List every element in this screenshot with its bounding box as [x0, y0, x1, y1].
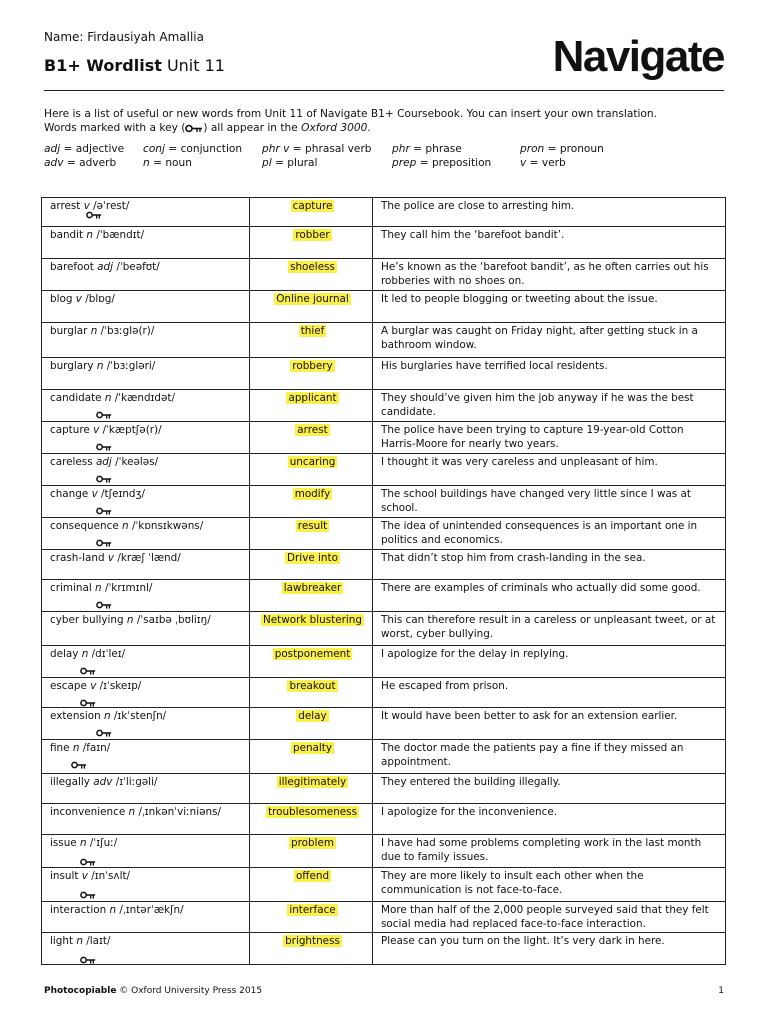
headword: light — [50, 935, 74, 947]
translation: shoeless — [290, 261, 335, 273]
wordlist-row — [42, 868, 726, 902]
page-number: 1 — [718, 986, 724, 996]
term-cell — [42, 486, 250, 518]
translation-cell[interactable] — [250, 708, 373, 740]
term-cell — [42, 198, 250, 227]
wordlist-row — [42, 227, 726, 259]
example-sentence: They should’ve given him the job anyway if he was the best candidate. — [381, 392, 694, 418]
part-of-speech: n — [80, 837, 87, 849]
example-sentence: I have had some problems completing work in the last month due to family issues. — [381, 837, 702, 863]
legend-item: pron = pronoun — [520, 143, 604, 155]
translation: thief — [300, 325, 325, 337]
headword: issue — [50, 837, 77, 849]
term-cell — [42, 933, 250, 965]
term-cell — [42, 358, 250, 390]
translation: illegitimately — [278, 776, 347, 788]
wordlist-row — [42, 422, 726, 454]
wordlist-row — [42, 390, 726, 422]
part-of-speech: v — [81, 870, 88, 882]
translation-cell[interactable] — [250, 323, 373, 358]
pronunciation: /ˌɪntərˈækʃn/ — [119, 904, 184, 916]
headword: interaction — [50, 904, 107, 916]
translation-cell[interactable] — [250, 486, 373, 518]
translation: Drive into — [287, 552, 338, 564]
page-title — [44, 56, 225, 75]
translation: Online journal — [276, 293, 349, 305]
example-sentence: The school buildings have changed very little since I was at school. — [381, 488, 691, 514]
term-cell — [42, 678, 250, 708]
translation-cell[interactable] — [250, 804, 373, 835]
example-cell — [373, 835, 726, 868]
wordlist-row — [42, 708, 726, 740]
part-of-speech: v — [90, 680, 97, 692]
example-sentence: The idea of unintended consequences is an important one in politics and economics. — [381, 520, 698, 546]
pronunciation: /ˈkeələs/ — [115, 456, 159, 468]
key-icon — [96, 727, 112, 735]
example-sentence: Please can you turn on the light. It’s very dark in here. — [381, 935, 665, 947]
example-cell — [373, 868, 726, 902]
wordlist-row — [42, 835, 726, 868]
example-cell — [373, 358, 726, 390]
part-of-speech: n — [122, 520, 129, 532]
wordlist-row — [42, 774, 726, 804]
example-sentence: He escaped from prison. — [381, 680, 509, 692]
example-cell — [373, 646, 726, 678]
wordlist-table — [41, 197, 726, 965]
part-of-speech: v — [83, 200, 90, 212]
example-sentence: His burglaries have terrified local residents. — [381, 360, 608, 372]
part-of-speech: n — [109, 904, 117, 916]
headword: extension — [50, 710, 101, 722]
term-cell — [42, 390, 250, 422]
key-icon — [71, 759, 87, 767]
translation: Network blustering — [263, 614, 362, 626]
pronunciation: /blɒg/ — [85, 293, 115, 305]
translation-cell[interactable] — [250, 454, 373, 486]
pronunciation: /ˈbɜːglə(r)/ — [100, 325, 155, 337]
pronunciation: /ˈkændɪdət/ — [114, 392, 175, 404]
wordlist-row — [42, 580, 726, 612]
translation: delay — [298, 710, 327, 722]
pronunciation: /kræʃ ˈlænd/ — [117, 552, 181, 564]
example-cell — [373, 323, 726, 358]
example-cell — [373, 518, 726, 550]
example-cell — [373, 740, 726, 774]
example-sentence: The doctor made the patients pay a fine if they missed an appointment. — [381, 742, 684, 768]
header-divider — [44, 90, 724, 91]
translation: uncaring — [289, 456, 336, 468]
wordlist-row — [42, 646, 726, 678]
wordlist-row — [42, 550, 726, 580]
translation: offend — [295, 870, 330, 882]
translation-cell[interactable] — [250, 259, 373, 291]
term-cell — [42, 550, 250, 580]
example-sentence: The police have been trying to capture 19-year-old Cotton Harris-Moore for nearly two years. — [381, 424, 684, 450]
wordlist-row — [42, 518, 726, 550]
pronunciation: /tʃeɪndʒ/ — [101, 488, 146, 500]
footer-copyright: Photocopiable © Oxford University Press 2015 — [44, 986, 263, 996]
translation: troublesomeness — [267, 806, 358, 818]
translation-cell[interactable] — [250, 678, 373, 708]
example-sentence: I apologize for the inconvenience. — [381, 806, 558, 818]
translation-cell[interactable] — [250, 902, 373, 933]
wordlist-row — [42, 358, 726, 390]
headword: arrest — [50, 200, 81, 212]
title-unit: Unit 11 — [161, 56, 225, 75]
pronunciation: /ˈkɒnsɪkwəns/ — [131, 520, 204, 532]
key-icon — [80, 889, 96, 897]
example-cell — [373, 259, 726, 291]
wordlist-row — [42, 291, 726, 323]
pronunciation: /əˈrest/ — [93, 200, 130, 212]
example-sentence: That didn’t stop him from crash-landing in the sea. — [381, 552, 646, 564]
term-cell — [42, 708, 250, 740]
legend-item: adj = adjective — [44, 143, 125, 155]
translation: capture — [292, 200, 333, 212]
example-cell — [373, 198, 726, 227]
example-sentence: They entered the building illegally. — [381, 776, 561, 788]
pronunciation: /ɪˈskeɪp/ — [99, 680, 142, 692]
translation: robber — [295, 229, 330, 241]
part-of-speech: n — [126, 614, 134, 626]
example-sentence: There are examples of criminals who actually did some good. — [381, 582, 701, 594]
translation: interface — [289, 904, 336, 916]
pronunciation: /faɪn/ — [82, 742, 111, 754]
part-of-speech: v — [75, 293, 82, 305]
pronunciation: /ˈbeəfʊt/ — [116, 261, 160, 273]
legend-item: adv = adverb — [44, 157, 117, 169]
key-icon — [86, 209, 102, 217]
pronunciation: /dɪˈleɪ/ — [91, 648, 126, 660]
wordlist-row — [42, 902, 726, 933]
pronunciation: /ˈɪʃuː/ — [89, 837, 118, 849]
intro-text — [44, 107, 734, 135]
example-sentence: I apologize for the delay in replying. — [381, 648, 569, 660]
wordlist-row — [42, 678, 726, 708]
key-icon — [80, 856, 96, 864]
headword: inconvenience — [50, 806, 126, 818]
translation-cell[interactable] — [250, 835, 373, 868]
brand-logo: Navigate — [552, 32, 724, 81]
term-cell — [42, 612, 250, 646]
example-sentence: This can therefore result in a careless or unpleasant tweet, or at worst, cyber bullying. — [381, 614, 716, 640]
headword: fine — [50, 742, 70, 754]
translation-cell[interactable] — [250, 550, 373, 580]
headword: change — [50, 488, 89, 500]
key-icon — [96, 599, 112, 607]
term-cell — [42, 518, 250, 550]
example-cell — [373, 678, 726, 708]
headword: insult — [50, 870, 79, 882]
key-icon — [96, 537, 112, 545]
pronunciation: /ˈsaɪbə ˌbʊliɪŋ/ — [136, 614, 211, 626]
wordlist-row — [42, 454, 726, 486]
translation-cell[interactable] — [250, 198, 373, 227]
headword: bandit — [50, 229, 84, 241]
translation: problem — [291, 837, 334, 849]
pronunciation: /ˈbændɪt/ — [96, 229, 145, 241]
translation-cell[interactable] — [250, 227, 373, 259]
headword: escape — [50, 680, 87, 692]
term-cell — [42, 580, 250, 612]
part-of-speech: n — [96, 360, 104, 372]
term-cell — [42, 774, 250, 804]
example-sentence: More than half of the 2,000 people surveyed said that they felt social media had replaced face-to-face interaction. — [381, 904, 709, 930]
headword: crash-land — [50, 552, 105, 564]
translation-cell[interactable] — [250, 933, 373, 965]
headword: candidate — [50, 392, 102, 404]
key-icon — [80, 954, 96, 962]
example-sentence: They call him the ‘barefoot bandit’. — [381, 229, 565, 241]
headword: cyber bullying — [50, 614, 124, 626]
example-cell — [373, 550, 726, 580]
intro-line-1: Here is a list of useful or new words from Unit 11 of Navigate B1+ Coursebook. You can insert your own translation. — [44, 108, 657, 120]
part-of-speech: adj — [95, 456, 112, 468]
example-cell — [373, 580, 726, 612]
example-cell — [373, 454, 726, 486]
term-cell — [42, 868, 250, 902]
headword: burglar — [50, 325, 88, 337]
headword: careless — [50, 456, 93, 468]
headword: criminal — [50, 582, 92, 594]
key-icon — [185, 124, 203, 133]
headword: barefoot — [50, 261, 94, 273]
example-cell — [373, 227, 726, 259]
example-sentence: He’s known as the ‘barefoot bandit’, as he often carries out his robberies with no shoes on. — [381, 261, 709, 287]
part-of-speech: n — [81, 648, 89, 660]
wordlist-row — [42, 740, 726, 774]
example-sentence: It would have been better to ask for an extension earlier. — [381, 710, 678, 722]
headword: burglary — [50, 360, 94, 372]
part-of-speech: n — [104, 392, 112, 404]
wordlist-row — [42, 933, 726, 965]
example-cell — [373, 774, 726, 804]
headword: blog — [50, 293, 73, 305]
translation: robbery — [292, 360, 333, 372]
example-cell — [373, 612, 726, 646]
example-cell — [373, 933, 726, 965]
example-cell — [373, 708, 726, 740]
term-cell — [42, 291, 250, 323]
translation: result — [297, 520, 328, 532]
pronunciation: /ˈbɜːgləri/ — [106, 360, 156, 372]
wordlist-row — [42, 486, 726, 518]
footer — [44, 986, 724, 996]
part-of-speech: n — [128, 806, 136, 818]
term-cell — [42, 422, 250, 454]
term-cell — [42, 804, 250, 835]
key-icon — [96, 409, 112, 417]
wordlist-row — [42, 323, 726, 358]
pronunciation: /ɪkˈstenʃn/ — [113, 710, 167, 722]
key-icon — [80, 665, 96, 673]
translation-cell[interactable] — [250, 291, 373, 323]
wordlist-row — [42, 198, 726, 227]
term-cell — [42, 323, 250, 358]
translation-cell[interactable] — [250, 358, 373, 390]
term-cell — [42, 835, 250, 868]
translation-cell[interactable] — [250, 580, 373, 612]
example-cell — [373, 804, 726, 835]
part-of-speech: n — [76, 935, 83, 947]
key-icon — [80, 697, 96, 705]
example-cell — [373, 486, 726, 518]
translation: penalty — [292, 742, 333, 754]
part-of-speech: adv — [93, 776, 113, 788]
translation: breakout — [289, 680, 336, 692]
translation-cell[interactable] — [250, 612, 373, 646]
translation-cell[interactable] — [250, 740, 373, 774]
term-cell — [42, 740, 250, 774]
part-of-speech: adj — [97, 261, 114, 273]
example-sentence: A burglar was caught on Friday night, after getting stuck in a bathroom window. — [381, 325, 698, 351]
wordlist-row — [42, 259, 726, 291]
student-name: Name: Firdausiyah Amallia — [44, 30, 204, 44]
part-of-speech: v — [91, 488, 98, 500]
example-cell — [373, 291, 726, 323]
key-icon — [96, 505, 112, 513]
term-cell — [42, 902, 250, 933]
part-of-speech: n — [90, 325, 98, 337]
legend-item: prep = preposition — [392, 157, 492, 169]
translation-cell[interactable] — [250, 774, 373, 804]
headword: illegally — [50, 776, 90, 788]
part-of-speech: v — [93, 424, 100, 436]
part-of-speech: n — [86, 229, 94, 241]
term-cell — [42, 454, 250, 486]
example-sentence: The police are close to arresting him. — [381, 200, 575, 212]
headword: capture — [50, 424, 90, 436]
intro-line-2: Words marked with a key ( ) all appear in the Oxford 3000. — [44, 122, 371, 134]
wordlist-row — [42, 804, 726, 835]
example-cell — [373, 390, 726, 422]
wordlist-body — [42, 198, 726, 965]
legend-item: pl = plural — [262, 157, 318, 169]
part-of-speech: v — [107, 552, 115, 564]
translation-cell[interactable] — [250, 390, 373, 422]
part-of-speech: n — [72, 742, 80, 754]
translation-cell[interactable] — [250, 422, 373, 454]
translation: modify — [294, 488, 331, 500]
legend-item: conj = conjunction — [143, 143, 243, 155]
legend-item: phr v = phrasal verb — [262, 143, 372, 155]
term-cell — [42, 646, 250, 678]
example-cell — [373, 902, 726, 933]
translation: postponement — [274, 648, 351, 660]
title-bold: B1+ Wordlist — [44, 56, 162, 75]
term-cell — [42, 227, 250, 259]
pronunciation: /ˌɪnkənˈviːniəns/ — [138, 806, 222, 818]
pronunciation: /ˈkæptʃə(r)/ — [102, 424, 162, 436]
example-sentence: It led to people blogging or tweeting about the issue. — [381, 293, 658, 305]
term-cell — [42, 259, 250, 291]
translation-cell[interactable] — [250, 646, 373, 678]
translation-cell[interactable] — [250, 868, 373, 902]
example-cell — [373, 422, 726, 454]
translation-cell[interactable] — [250, 518, 373, 550]
wordlist-row — [42, 612, 726, 646]
pronunciation: /ɪnˈsʌlt/ — [91, 870, 131, 882]
pronunciation: /laɪt/ — [86, 935, 111, 947]
example-sentence: They are more likely to insult each other when the communication is not face-to-face. — [381, 870, 644, 896]
translation: applicant — [288, 392, 337, 404]
translation: lawbreaker — [283, 582, 342, 594]
legend-item: v = verb — [520, 157, 566, 169]
part-of-speech: n — [103, 710, 111, 722]
pronunciation: /ˈkrɪmɪnl/ — [104, 582, 153, 594]
translation: arrest — [297, 424, 328, 436]
headword: delay — [50, 648, 79, 660]
key-icon — [96, 441, 112, 449]
example-sentence: I thought it was very careless and unpleasant of him. — [381, 456, 658, 468]
translation: brightness — [285, 935, 340, 947]
legend-item: phr = phrase — [392, 143, 462, 155]
part-of-speech: n — [95, 582, 102, 594]
legend-item: n = noun — [143, 157, 192, 169]
headword: consequence — [50, 520, 119, 532]
pronunciation: /ɪˈliːgəli/ — [115, 776, 158, 788]
key-icon — [96, 473, 112, 481]
